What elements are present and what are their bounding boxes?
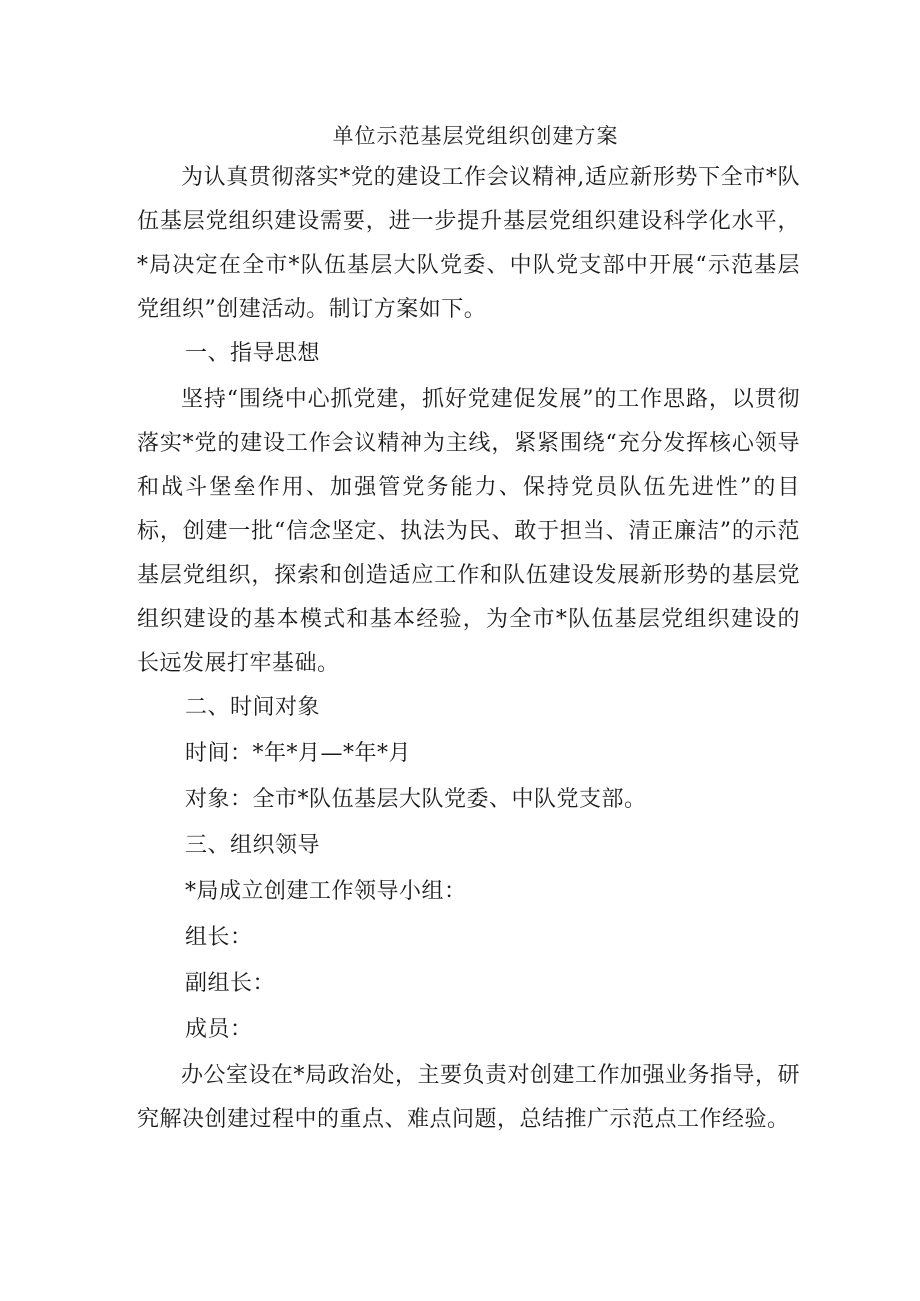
- intro-paragraph: 为认真贯彻落实*党的建设工作会议精神,适应新形势下全市*队伍基层党组织建设需要，进一步提升基层党组织建设科学化水平，*局决定在全市*队伍基层大队党委、中队党支部中开展“示范基层党组织”创建活动。制订方案如下。: [137, 165, 800, 322]
- office-paragraph: 办公室设在*局政治处，主要负责对创建工作加强业务指导，研究解决创建过程中的重点、难点问题，总结推广示范点工作经验。: [137, 1063, 801, 1132]
- section-heading-time-target: 二、时间对象: [185, 695, 321, 720]
- leader-line: 组长：: [185, 925, 253, 950]
- members-line: 成员：: [185, 1017, 253, 1042]
- section-heading-guiding-ideology: 一、指导思想: [185, 341, 321, 366]
- deputy-leader-line: 副组长：: [185, 971, 276, 996]
- group-intro-line: *局成立创建工作领导小组：: [185, 879, 467, 904]
- document-title: 单位示范基层党组织创建方案: [332, 124, 619, 148]
- time-line: 时间：*年*月—*年*月: [185, 741, 412, 766]
- target-line: 对象：全市*队伍基层大队党委、中队党支部。: [185, 787, 647, 812]
- guiding-ideology-paragraph: 坚持“围绕中心抓党建，抓好党建促发展”的工作思路，以贯彻落实*党的建设工作会议精神为主线，紧紧围绕“充分发挥核心领导和战斗堡垒作用、加强管党务能力、保持党员队伍先进性”的目标，创建一批“信念坚定、执法为民、敢于担当、清正廉洁”的示范基层党组织，探索和创造适应工作和队伍建设发展新形势的基层党组织建设的基本模式和基本经验，为全市*队伍基层党组织建设的长远发展打牢基础。: [137, 387, 800, 676]
- section-heading-organization: 三、组织领导: [185, 833, 321, 858]
